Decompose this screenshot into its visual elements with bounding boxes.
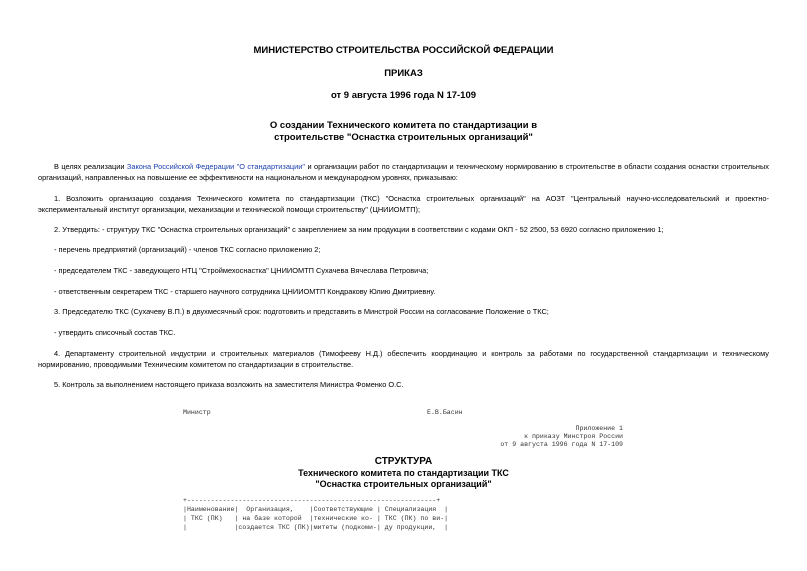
ministry-heading: МИНИСТЕРСТВО СТРОИТЕЛЬСТВА РОССИЙСКОЙ ФЕДЕРАЦИИ: [253, 45, 554, 56]
structure-subheading-2: "Оснастка строительных организаций": [315, 479, 492, 489]
intro-text-1: В целях реализации: [54, 162, 127, 171]
appendix-line-1: Приложение 1: [575, 425, 623, 432]
structure-heading: СТРУКТУРА: [374, 456, 433, 467]
date-line: от 9 августа 1996 года N 17-109: [330, 90, 477, 101]
doc-type-heading: ПРИКАЗ: [384, 68, 423, 79]
table-top-border: +---------------------------------------------------------------+: [183, 497, 441, 504]
item-1: 1. Возложить организацию создания Технического комитета по стандартизации (ТКС) "Оснастка строительных организаций" на АОЗТ "Центральный научно-исследовательский и проектно-экспериментальный институт организации, механизации и технической помощи строительству" (ЦНИИОМТП);: [38, 194, 769, 214]
signature-role: Министр: [183, 409, 211, 416]
appendix-line-2: к приказу Минстроя России: [524, 433, 623, 440]
table-header-row-1: |Наименование| Организация, |Соответствующие | Специализация |: [183, 506, 449, 513]
intro-text-2: и организации работ по стандартизации и техническому нормированию в строительстве в области создания оснастки строительных организаций, направленных на повышение ее эффективности на национальном и международном уровнях, приказываю:: [38, 162, 770, 182]
table-header-row-2: | ТКС (ПК) | на базе которой |технические ко- | ТКС (ПК) по ви-|: [183, 515, 449, 522]
structure-subheading-1: Технического комитета по стандартизации ТКС: [298, 468, 509, 478]
item-3: 3. Председателю ТКС (Сухачеву В.П.) в двухмесячный срок: подготовить и представить в Минстрой России на согласование Положение о ТКС;: [54, 307, 549, 316]
item-4: 4. Департаменту строительной индустрии и строительных материалов (Тимофееву Н.Д.) обеспечить координацию и контроль за работами по государственной стандартизации и техническому нормированию, проводимыми Техническим комитетом по стандартизации в строительстве.: [38, 349, 769, 369]
item-5: 5. Контроль за выполнением настоящего приказа возложить на заместителя Министра Фоменко О.С.: [54, 380, 404, 389]
item-2: 2. Утвердить: - структуру ТКС "Оснастка строительных организаций" с закреплением за ним продукции в соответствии с кодами ОКП - 52 2500, 53 6920 согласно приложению 1;: [54, 225, 664, 234]
subject-line-2: строительстве "Оснастка строительных организаций": [274, 132, 533, 143]
law-link[interactable]: Закона Российской Федерации "О стандартизации": [126, 162, 306, 171]
item-2c: - ответственным секретарем ТКС - старшего научного сотрудника ЦНИИОМТП Кондракову Юлию Дмитриевну.: [54, 287, 436, 296]
table-header-row-3: | |создается ТКС (ПК)|митеты (подкоми-| ду продукции, |: [183, 524, 449, 531]
item-2b: - председателем ТКС - заведующего НТЦ "Строймехоснастка" ЦНИИОМТП Сухачева Вячеслава Петровича;: [54, 266, 429, 275]
intro-paragraph: [38, 161, 769, 183]
signature-name: Е.В.Басин: [427, 409, 463, 416]
subject-line-1: О создании Технического комитета по стандартизации в: [269, 120, 538, 131]
item-2a: - перечень предприятий (организаций) - членов ТКС согласно приложению 2;: [54, 245, 321, 254]
item-3a: - утвердить списочный состав ТКС.: [54, 328, 176, 337]
appendix-line-3: от 9 августа 1996 года N 17-109: [500, 441, 623, 448]
